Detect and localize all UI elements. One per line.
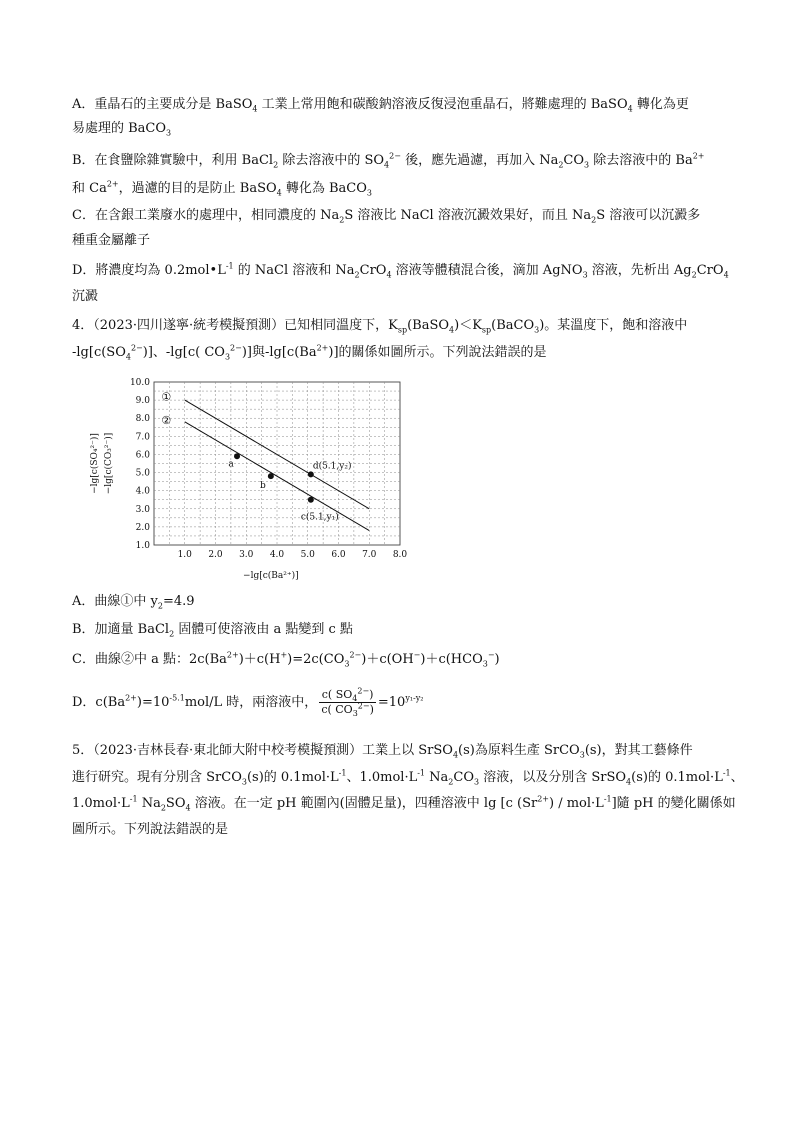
q3-option-d-line1: D．將濃度均為 $0.2mol•L^{-1}$ 的 NaCl 溶液和 $Na_2CrO_4$ 溶液等體積混合後，滴加 AgNO$_3$ 溶液，先析出 $Ag_2CrO_4$ xyxy=(72,261,729,280)
point-a xyxy=(234,453,240,459)
x-tick-label: 6.0 xyxy=(331,550,346,560)
y-tick-label: 8.0 xyxy=(135,414,150,425)
x-tick-label: 4.0 xyxy=(269,550,285,560)
point-label-a: a xyxy=(228,459,234,470)
q4-option-b: B．加適量 BaCl$_2$ 固體可使溶液由 a 點變到 c 點 xyxy=(72,622,353,639)
q4-option-c: C．曲線②中 a 點：$2c(Ba^{2+})+c(H^+)=2c(CO_3^{2-})+c(OH^-)+c(HCO_3^-)$ xyxy=(72,650,500,669)
q5-line2: 進行研究。現有分別含 SrCO$_3$(s)的 $0.1mol\cdot L^{-1}$、$1.0mol\cdot L^{-1}$ $Na_2CO_3$ 溶液，以及分別含 SrSO$_4$(s)的 $0.1mol\cdot L^{-1}$、 xyxy=(72,768,744,787)
x-tick-label: 1.0 xyxy=(177,550,192,560)
q4-option-a: A．曲線①中 $y_2=4.9$ xyxy=(72,594,195,611)
q5-line3: $1.0mol\cdot L^{-1}$ $Na_2SO_4$ 溶液。在一定 pH 範圍內(固體足量)，四種溶液中 lg [c $(Sr^{2+}) / mol\cdot L^{-1}$]隨 pH 的變化關係如 xyxy=(72,794,736,813)
point-d xyxy=(308,471,314,477)
q4-stem-line2: $-\lg[c(SO_4^{2-})]$、-lg[c( $CO_3^{2-}$)]與$-\lg[c(Ba^{2+})]$的關係如圖所示。下列說法錯誤的是 xyxy=(72,343,547,362)
q3-option-d-line2: 沉澱 xyxy=(72,289,99,304)
q3-option-c-line2: 種重金屬離子 xyxy=(72,233,151,248)
x-tick-label: 5.0 xyxy=(300,550,315,560)
y-axis-label-2: −lg[c(CO₃²⁻)] xyxy=(104,432,114,495)
q4-chart xyxy=(86,372,416,592)
y-tick-label: 2.0 xyxy=(135,522,150,533)
curve-label-2: ② xyxy=(161,414,172,428)
series-line-1 xyxy=(185,400,370,509)
y-tick-label: 5.0 xyxy=(135,468,150,479)
q5-line1: 5．（2023·吉林長春·東北師大附中校考模擬預測）工業上以 SrSO$_4$(s)為原料生產 SrCO$_3$(s)，對其工藝條件 xyxy=(72,743,693,760)
point-label-b: b xyxy=(259,481,266,492)
y-tick-label: 3.0 xyxy=(135,504,150,515)
y-tick-label: 1.0 xyxy=(135,541,150,551)
curve-label-1: ① xyxy=(161,390,172,404)
point-label-d: d(5.1,y₂) xyxy=(312,461,352,472)
x-axis-label: −lg[c(Ba²⁺)] xyxy=(243,571,299,581)
q3-option-a-line2: 易處理的 BaCO$_3$ xyxy=(72,121,172,138)
q5-line4: 圖所示。下列說法錯誤的是 xyxy=(72,822,229,837)
y-tick-label: 7.0 xyxy=(135,432,150,443)
q4-option-d-fraction: $\frac{c( SO_4^{2-})}{c( CO_3^{2-})}$ xyxy=(321,686,374,719)
point-label-c: c(5.1,y₁) xyxy=(300,512,339,523)
x-tick-label: 2.0 xyxy=(208,550,223,560)
q4-option-d: D．$c(Ba^{2+})=10^{-5.1}mol/L$ 時，兩溶液中， $\frac{c( SO_4^{2-})}{c( CO_3^{2-})}$ $=10^{y_1-y_2}$ xyxy=(72,686,424,719)
q3-option-c-line1: C．在含銀工業廢水的處理中，相同濃度的 $Na_2S$ 溶液比 NaCl 溶液沉澱效果好，而且 $Na_2S$ 溶液可以沉澱多 xyxy=(72,208,701,225)
point-c xyxy=(308,497,314,503)
point-b xyxy=(268,473,274,479)
y-tick-label: 4.0 xyxy=(135,486,150,497)
q4-stem-line1: 4．（2023·四川遂寧·統考模擬預測）已知相同溫度下，$K_{sp}(BaSO_4)<K_{sp}(BaCO_3)$。某溫度下，飽和溶液中 xyxy=(72,318,688,335)
q3-option-b-line1: B．在食鹽除雜實驗中，利用 BaCl$_2$ 除去溶液中的 $SO_4^{2-}$ 後，應先過濾，再加入 $Na_2CO_3$ 除去溶液中的 $Ba^{2+}$ xyxy=(72,151,705,170)
x-tick-label: 7.0 xyxy=(362,550,377,560)
y-tick-label: 9.0 xyxy=(135,396,150,407)
y-tick-label: 10.0 xyxy=(129,378,150,388)
q3-option-a-line1: A．重晶石的主要成分是 BaSO$_4$ 工業上常用飽和碳酸鈉溶液反復浸泡重晶石，將難處理的 BaSO$_4$ 轉化為更 xyxy=(72,97,689,114)
x-tick-label: 3.0 xyxy=(239,550,254,560)
y-tick-label: 6.0 xyxy=(135,450,150,461)
y-axis-label-1: −lg[c(SO₄²⁻)] xyxy=(90,433,100,494)
x-tick-label: 8.0 xyxy=(392,550,408,560)
q3-option-b-line2: 和 $Ca^{2+}$，過濾的目的是防止 BaSO$_4$ 轉化為 BaCO$_3$ xyxy=(72,179,373,198)
